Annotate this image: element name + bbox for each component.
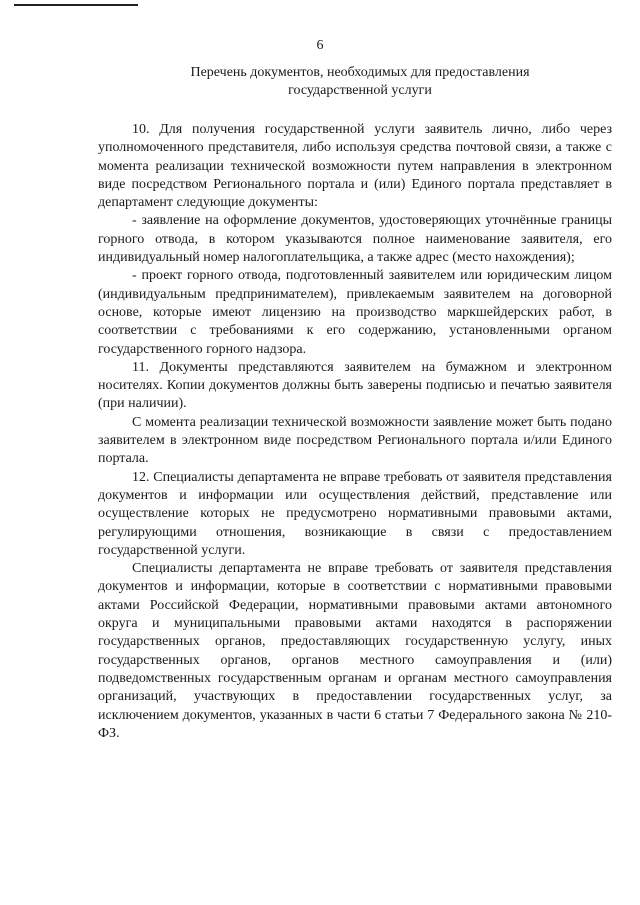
paragraph-12: 12. Специалисты департамента не вправе требовать от заявителя представления документов и информации или осуществления действий, представление или осуществление которых не предусмотрено нормативными правовыми актами, регулирующими отношения, возникающие в связи с предоставлением государственной услуги. <box>98 469 612 558</box>
paragraph-10: 10. Для получения государственной услуги заявитель лично, либо через уполномоченного представителя, либо используя средства почтовой связи, а также с момента реализации технической возможности путем направления в электронном виде посредством Регионального портала и (или) Единого портала представляет в департамент следующие документы: <box>98 122 612 211</box>
section-title: Перечень документов, необходимых для предоставления государственной услуги <box>190 65 530 98</box>
paragraph-11: 11. Документы представляются заявителем на бумажном и электронном носителях. Копии документов должны быть заверены подписью и печатью заявителя (при наличии). <box>98 359 612 412</box>
paragraph-specialists: Специалисты департамента не вправе требовать от заявителя представления документов и информации, которые в соответствии с нормативными правовыми актами Российской Федерации, нормативными правовыми актами автономного округа и муниципальными правовыми актами находятся в распоряжении государственных органов, предоставляющих государственную услугу, иных государственных органов, органов местного самоуправления и (или) подведомственных государственным органам и органам местного самоуправления организаций, участвующих в предоставлении государственных услуг, за исключением документов, указанных в части 6 статьи 7 Федерального закона № 210-ФЗ. <box>98 561 612 741</box>
document-body <box>98 121 612 743</box>
list-item-mining-project: - проект горного отвода, подготовленный заявителем или юридическим лицом (индивидуальным предпринимателем), привлекаемым заявителем на договорной основе, которые имеют лицензию на производство маркшейдерских работ, в соответствии с требованиями к его содержанию, установленными органом государственного горного надзора. <box>98 268 612 357</box>
paragraph-electronic-submission: С момента реализации технической возможности заявление может быть подано заявителем в электронном виде посредством Регионального портала и/или Единого портала. <box>98 414 612 467</box>
page-number: 6 <box>316 38 324 53</box>
list-item-application: - заявление на оформление документов, удостоверяющих уточнённые границы горного отвода, в котором указываются полное наименование заявителя, его индивидуальный номер налогоплательщика, а также адрес (место нахождения); <box>98 213 612 266</box>
top-rule <box>14 4 138 6</box>
